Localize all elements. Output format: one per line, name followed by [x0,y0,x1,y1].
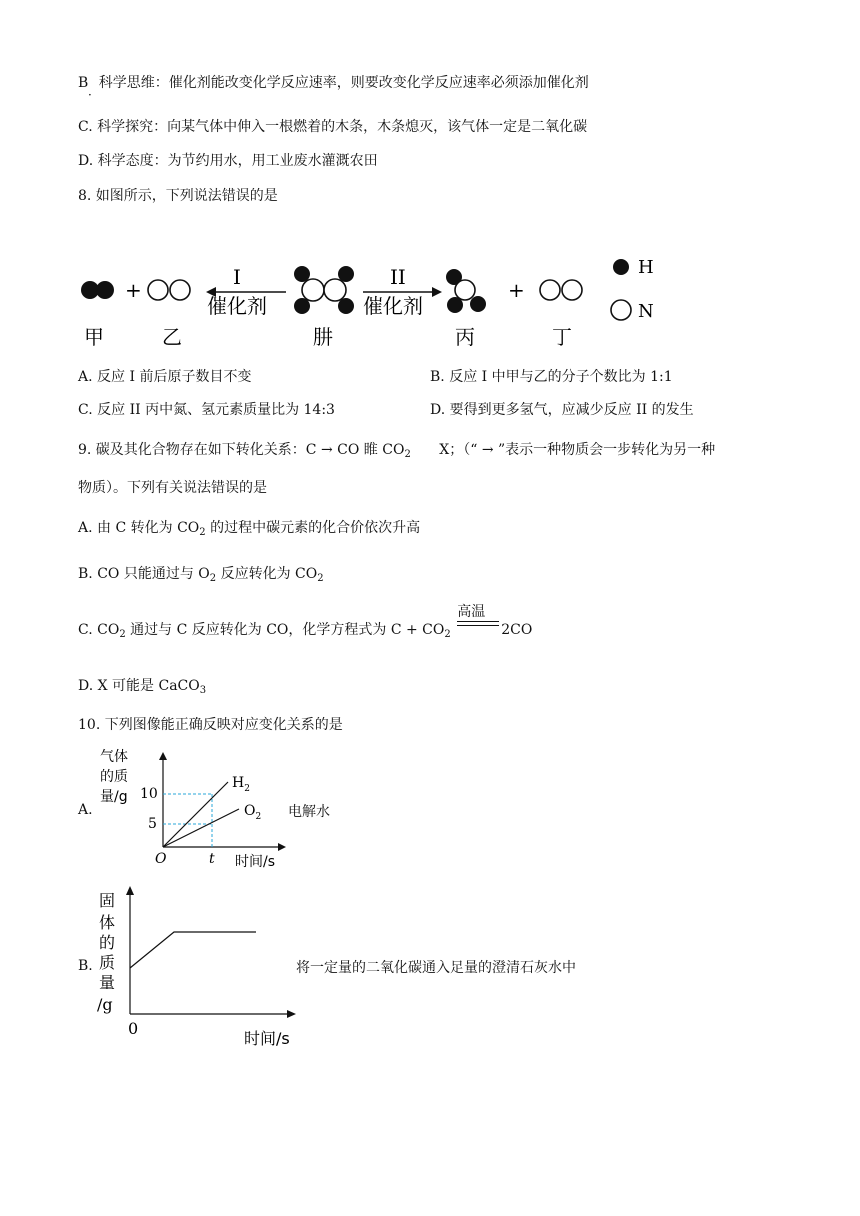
molecule-jing [294,266,354,314]
plus-1: + [125,278,142,302]
stray-dot: · [88,88,92,102]
q7-option-b-text: 科学思维：催化剂能改变化学反应速率，则要改变化学反应速率必须添加催化剂 [98,75,589,91]
legend-n-symbol [611,300,631,320]
q9-stem-x: X；（“ → ”表示一种物质会一步转化为另一种 [439,442,716,458]
q9-option-c [78,604,533,645]
q9-option-a-sub: 2 [199,527,206,538]
chart-a-ytick-5: 5 [148,816,157,832]
chart-a-origin: O [155,851,167,867]
q9-option-d-sub: 3 [199,685,207,696]
molecule-bing [446,269,486,313]
chart-b-ylabel-4: 量 [99,973,116,992]
label-ding: 丁 [552,325,572,349]
legend-h-symbol [613,259,629,275]
molecule-jia [81,281,114,299]
q9-stem-line2: 物质）。下列有关说法错误的是 [78,480,267,496]
chart-a-series-o2 [163,809,239,847]
arrow-reaction-1 [206,265,286,318]
q9-option-b-sub2: 2 [317,573,324,584]
legend-h-label: H [638,257,654,278]
arrow-reaction-2 [363,265,442,318]
q7-option-b-letter: B [78,75,89,91]
chart-b-origin: 0 [128,1019,139,1038]
equation-condition-text: 高温 [457,604,486,620]
chart-a-h2-label: $H_2$ [232,775,250,794]
legend-n-label: N [638,301,654,322]
molecule-ding [540,280,582,300]
chart-b-ylabel-2: 的 [99,933,116,952]
molecule-yi [148,280,190,300]
equation-double-bar [457,621,499,626]
arrow-1-label: I [233,265,241,289]
q9-option-b [78,564,324,589]
q9-option-c-sub2: 2 [444,629,451,640]
q9-option-c-sub1: 2 [119,629,126,640]
q9-option-b-mid: 反应转化为 CO [216,566,318,582]
plus-2: + [508,278,525,302]
q10-chart-b [94,882,304,1050]
chart-b-series [130,932,256,968]
arrow-2-label: II [390,265,406,289]
q9-option-a-post: 的过程中碳元素的化合价依次升高 [205,520,421,536]
q9-option-a [78,518,420,543]
chart-a-ylabel-1: 气体 [100,749,128,765]
q8-option-a: A. 反应 I 前后原子数目不变 [78,369,252,385]
q8-option-b: B. 反应 I 中甲与乙的分子个数比为 1:1 [430,369,673,385]
q9-stem-line1 [78,440,715,465]
q9-option-c-mid: 通过与 C 反应转化为 CO，化学方程式为 C + CO [125,622,445,638]
q9-option-a-pre: A. 由 C 转化为 CO [78,520,200,536]
q9-stem-sub: 2 [404,449,411,460]
chart-b-ylabel-5: /g [97,995,113,1014]
chart-a-xlabel: 时间/s [235,854,276,870]
q8-reaction-diagram [70,250,690,360]
chart-b-ylabel-3: 质 [99,953,116,972]
q8-option-c: C. 反应 II 丙中氮、氢元素质量比为 14:3 [78,402,335,418]
q10-option-a-desc: 电解水 [288,804,330,820]
q10-option-b-letter: B. [78,958,93,974]
q9-option-b-sub1: 2 [209,573,217,584]
chart-a-series-h2 [163,782,228,847]
label-jing: 肼 [313,325,333,349]
q10-option-a-letter: A. [78,802,93,818]
q9-option-c-post: 2CO [501,622,533,638]
q9-option-b-pre: B. CO 只能通过与 O [78,566,210,582]
chart-a-ytick-10: 10 [140,786,158,802]
q7-option-c: C. 科学探究：向某气体中伸入一根燃着的木条，木条熄灭，该气体一定是二氧化碳 [78,119,588,135]
chart-b-xlabel: 时间/s [244,1029,290,1048]
q9-option-d [78,676,206,701]
label-jia: 甲 [84,325,104,349]
q8-stem: 8. 如图所示，下列说法错误的是 [78,188,278,204]
chart-a-ylabel-2: 的质 [100,769,128,785]
q10-option-b-desc: 将一定量的二氧化碳通入足量的澄清石灰水中 [296,960,576,976]
q7-option-b [78,73,589,93]
q8-option-d: D. 要得到更多氢气，应减少反应 II 的发生 [430,402,694,418]
chart-a-ylabel-3: 量/g [100,789,128,805]
equation-condition [457,604,499,640]
q10-chart-a [96,745,296,873]
q9-stem-pre: 9. 碳及其化合物存在如下转化关系：C → CO 睢 CO [78,442,405,458]
arrow-2-catalyst: 催化剂 [363,294,423,318]
chart-b-ylabel-1: 体 [99,913,116,932]
q9-option-d-pre: D. X 可能是 CaCO [78,678,200,694]
q10-stem: 10. 下列图像能正确反映对应变化关系的是 [78,717,343,733]
label-yi: 乙 [162,325,182,349]
q9-option-c-pre: C. CO [78,622,120,638]
label-bing: 丙 [455,325,475,349]
arrow-1-catalyst: 催化剂 [207,294,267,318]
chart-a-o2-label: $O_2$ [244,803,262,822]
chart-b-ylabel-0: 固 [99,891,116,910]
legend [611,257,654,322]
chart-a-xtick-t: t [209,851,215,867]
q7-option-d: D. 科学态度：为节约用水，用工业废水灌溉农田 [78,153,378,169]
